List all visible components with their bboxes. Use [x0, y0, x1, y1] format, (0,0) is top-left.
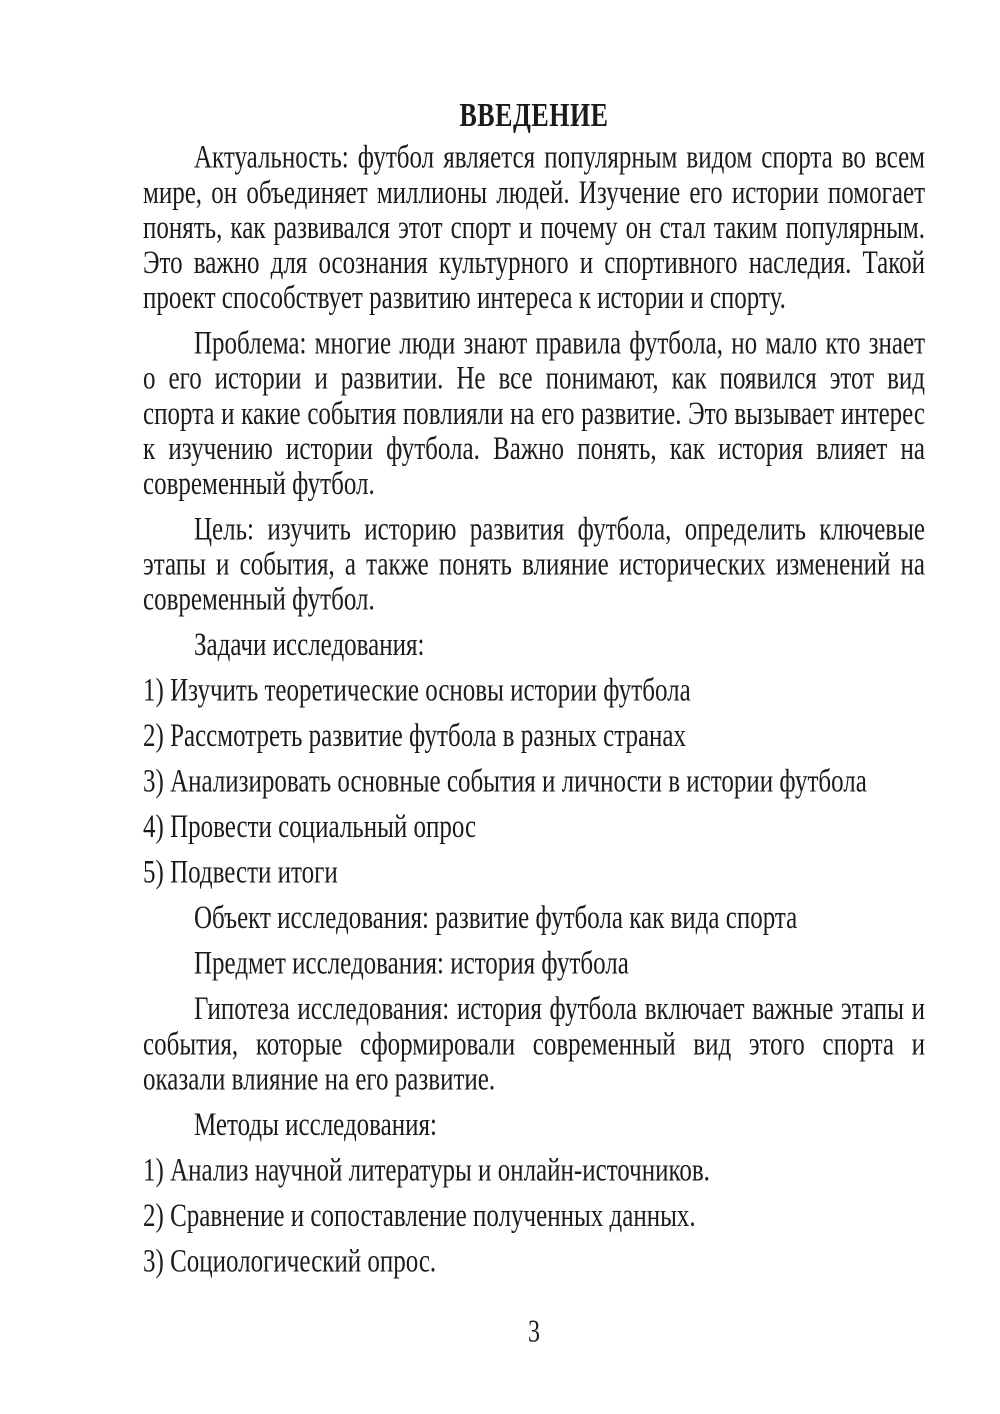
paragraph-tasks-heading: Задачи исследования: — [194, 627, 425, 663]
list-item: 3) Социологический опрос. — [143, 1244, 437, 1280]
page-number: 3 — [528, 1315, 540, 1350]
paragraph-hypothesis: Гипотеза исследования: история футбола включает важные этапы и события, которые сформировали современный вид этого спорта и оказали влияние на его развитие. — [143, 991, 925, 1098]
paragraph-methods-heading: Методы исследования: — [194, 1107, 437, 1143]
paragraph-goal: Цель: изучить историю развития футбола, определить ключевые этапы и события, а также понять влияние исторических изменений на современный футбол. — [143, 512, 925, 618]
list-item: 4) Провести социальный опрос — [143, 809, 477, 845]
list-item: 2) Сравнение и сопоставление полученных данных. — [143, 1198, 696, 1234]
paragraph-subject: Предмет исследования: история футбола — [194, 946, 629, 982]
list-item: 1) Изучить теоретические основы истории футбола — [143, 673, 691, 709]
list-item: 3) Анализировать основные события и личности в истории футбола — [143, 764, 867, 800]
paragraph-problem: Проблема: многие люди знают правила футбола, но мало кто знает о его истории и развитии. Не все понимают, как появился этот вид спорта и какие события повлияли на его развитие. Это вызывает интерес к изучению истории футбола. Важно понять, как история влияет на современный футбол. — [143, 326, 925, 502]
list-item: 1) Анализ научной литературы и онлайн-источников. — [143, 1153, 710, 1189]
page-title: ВВЕДЕНИЕ — [459, 96, 609, 134]
paragraph-object: Объект исследования: развитие футбола как вида спорта — [194, 900, 798, 936]
paragraph-relevance: Актуальность: футбол является популярным видом спорта во всем мире, он объединяет миллионы людей. Изучение его истории помогает понять, как развивался этот спорт и почему он стал таким популярным. Это важно для осознания культурного и спортивного наследия. Такой проект способствует развитию интереса к истории и спорту. — [143, 140, 925, 316]
list-item: 5) Подвести итоги — [143, 855, 338, 891]
list-item: 2) Рассмотреть развитие футбола в разных странах — [143, 718, 687, 754]
